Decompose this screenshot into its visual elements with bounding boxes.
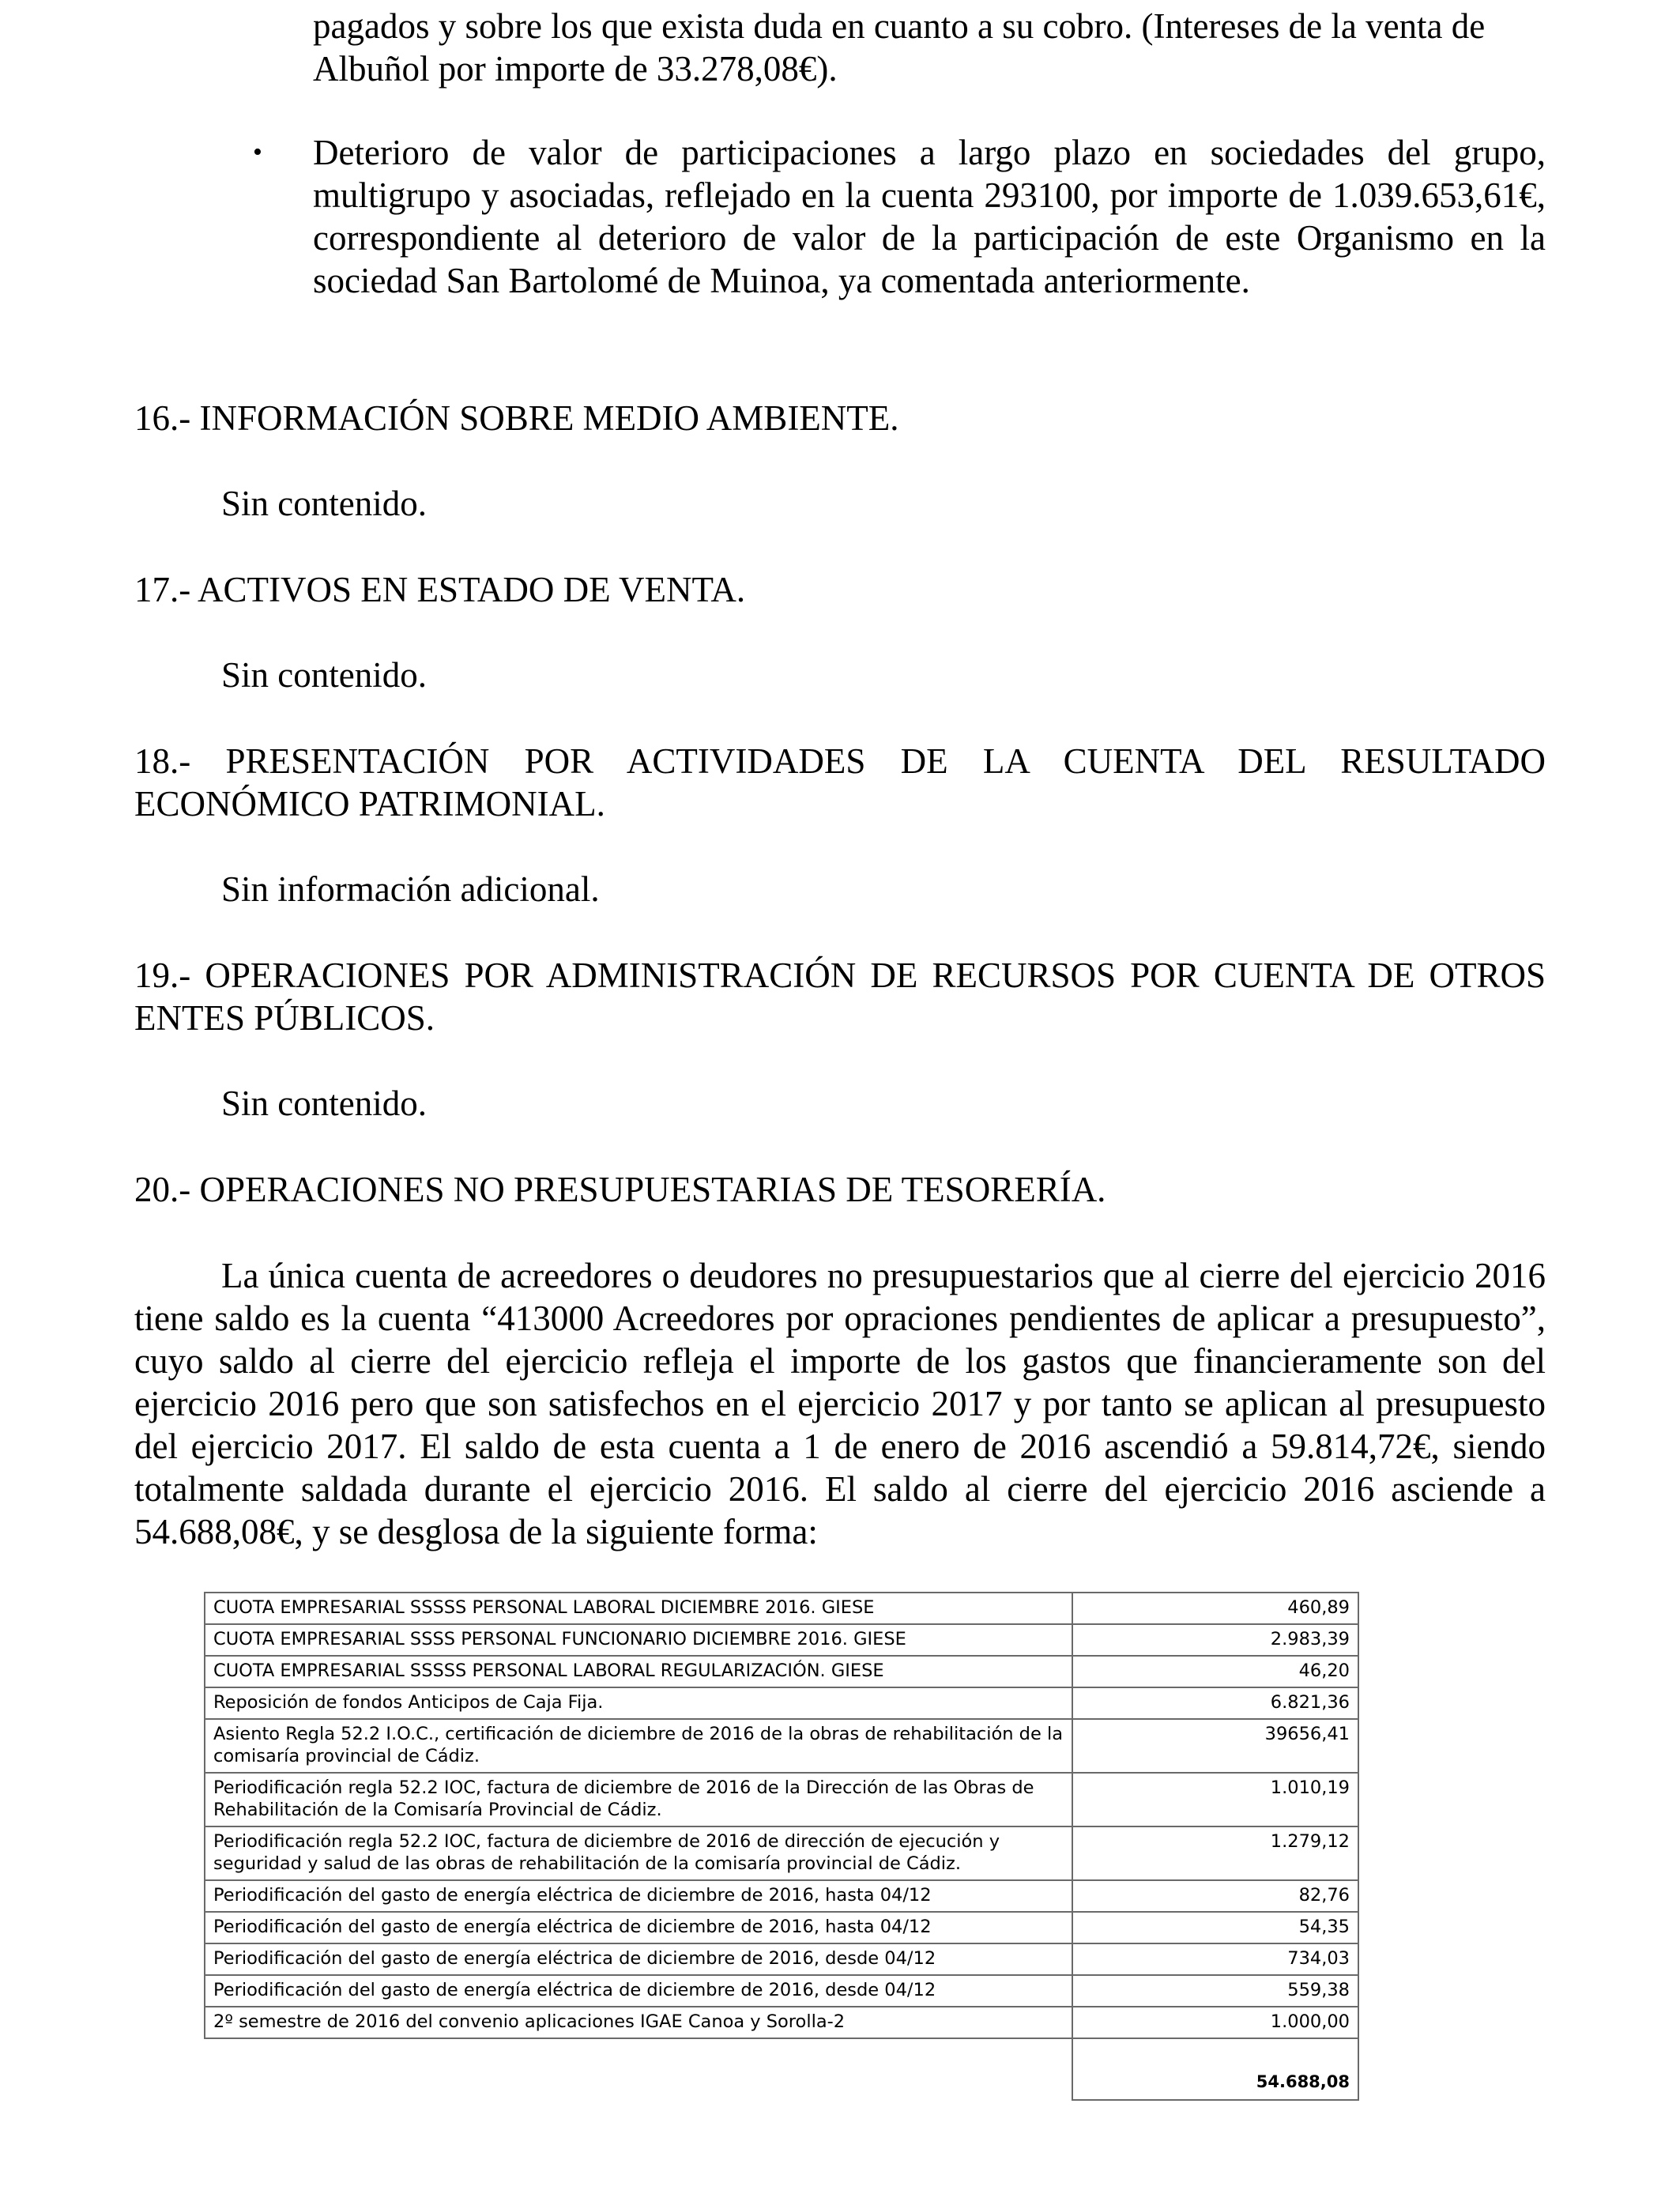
row-amount: 734,03: [1072, 1943, 1358, 1975]
table-row: [205, 1943, 1358, 1975]
bullet-icon: •: [253, 138, 262, 167]
total-row: [205, 2038, 1358, 2100]
row-description: Periodificación del gasto de energía eléctrica de diciembre de 2016, desde 04/12: [205, 1975, 1072, 2007]
row-amount: 559,38: [1072, 1975, 1358, 2007]
section-17-heading: 17.- ACTIVOS EN ESTADO DE VENTA.: [134, 570, 746, 609]
table-row: [205, 1880, 1358, 1912]
bullet-text: Deterioro de valor de participaciones a largo plazo en sociedades del grupo, multigrupo y asociadas, reflejado en la cuenta 293100, por importe de 1.039.653,61€, correspondiente al deterioro de valor de la participación de este Organismo en la sociedad San Bartolomé de Muinoa, ya comentada anteriormente.: [313, 133, 1546, 300]
table-row: [205, 1912, 1358, 1943]
section-17-body: Sin contenido.: [221, 655, 427, 695]
row-amount: 39656,41: [1072, 1719, 1358, 1773]
row-description: Periodificación del gasto de energía eléctrica de diciembre de 2016, hasta 04/12: [205, 1912, 1072, 1943]
table-row: [205, 2007, 1358, 2038]
row-amount: 46,20: [1072, 1656, 1358, 1687]
section-16-body: Sin contenido.: [221, 484, 427, 523]
table-row: [205, 1719, 1358, 1773]
section-20-heading: 20.- OPERACIONES NO PRESUPUESTARIAS DE TESORERÍA.: [134, 1170, 1106, 1209]
row-description: Asiento Regla 52.2 I.O.C., certificación de diciembre de 2016 de la obras de rehabilitación de la comisaría provincial de Cádiz.: [205, 1719, 1072, 1773]
row-amount: 1.279,12: [1072, 1826, 1358, 1880]
row-amount: 82,76: [1072, 1880, 1358, 1912]
intro-text: [313, 5, 1546, 90]
row-description: CUOTA EMPRESARIAL SSSSS PERSONAL LABORAL REGULARIZACIÓN. GIESE: [205, 1656, 1072, 1687]
creditors-breakdown-table: [204, 1592, 1359, 2101]
total-spacer: [205, 2038, 1072, 2100]
row-amount: 2.983,39: [1072, 1624, 1358, 1656]
intro-line-1: pagados y sobre los que exista duda en cuanto a su cobro. (Intereses de la venta de: [313, 6, 1486, 46]
row-description: CUOTA EMPRESARIAL SSSS PERSONAL FUNCIONARIO DICIEMBRE 2016. GIESE: [205, 1624, 1072, 1656]
row-amount: 54,35: [1072, 1912, 1358, 1943]
row-description: Periodificación del gasto de energía eléctrica de diciembre de 2016, hasta 04/12: [205, 1880, 1072, 1912]
table-row: [205, 1656, 1358, 1687]
table-row: [205, 1624, 1358, 1656]
row-description: Periodificación regla 52.2 IOC, factura de diciembre de 2016 de dirección de ejecución y seguridad y salud de las obras de rehabilitación de la comisaría provincial de Cádiz.: [205, 1826, 1072, 1880]
row-amount: 1.000,00: [1072, 2007, 1358, 2038]
table-row: [205, 1773, 1358, 1826]
table-row: [205, 1826, 1358, 1880]
intro-line-2: Albuñol por importe de 33.278,08€).: [313, 49, 838, 89]
section-19-body: Sin contenido.: [221, 1084, 427, 1123]
section-18-body: Sin información adicional.: [221, 869, 600, 909]
row-amount: 1.010,19: [1072, 1773, 1358, 1826]
row-amount: 460,89: [1072, 1593, 1358, 1624]
row-amount: 6.821,36: [1072, 1687, 1358, 1719]
section-18-heading: 18.- PRESENTACIÓN POR ACTIVIDADES DE LA CUENTA DEL RESULTADO ECONÓMICO PATRIMONIAL.: [134, 741, 1546, 824]
total-amount: 54.688,08: [1072, 2038, 1358, 2100]
section-19-heading: 19.- OPERACIONES POR ADMINISTRACIÓN DE RECURSOS POR CUENTA DE OTROS ENTES PÚBLICOS.: [134, 956, 1546, 1038]
table-row: [205, 1687, 1358, 1719]
row-description: Periodificación del gasto de energía eléctrica de diciembre de 2016, desde 04/12: [205, 1943, 1072, 1975]
section-20-paragraph: La única cuenta de acreedores o deudores no presupuestarios que al cierre del ejercicio 2016 tiene saldo es la cuenta “413000 Acreedores por opraciones pendientes de aplicar a presupuesto”, cuyo saldo al cierre del ejercicio refleja el importe de los gastos que financieramente son del ejercicio 2016 pero que son satisfechos en el ejercicio 2017 y por tanto se aplican al presupuesto del ejercicio 2017. El saldo de esta cuenta a 1 de enero de 2016 ascendió a 59.814,72€, siendo totalmente saldada durante el ejercicio 2016. El saldo al cierre del ejercicio 2016 asciende a 54.688,08€, y se desglosa de la siguiente forma:: [134, 1256, 1546, 1551]
row-description: Reposición de fondos Anticipos de Caja Fija.: [205, 1687, 1072, 1719]
row-description: Periodificación regla 52.2 IOC, factura de diciembre de 2016 de la Dirección de las Obras de Rehabilitación de la Comisaría Provincial de Cádiz.: [205, 1773, 1072, 1826]
section-16-heading: 16.- INFORMACIÓN SOBRE MEDIO AMBIENTE.: [134, 398, 899, 438]
row-description: CUOTA EMPRESARIAL SSSSS PERSONAL LABORAL DICIEMBRE 2016. GIESE: [205, 1593, 1072, 1624]
table-row: [205, 1975, 1358, 2007]
table-row: [205, 1593, 1358, 1624]
row-description: 2º semestre de 2016 del convenio aplicaciones IGAE Canoa y Sorolla-2: [205, 2007, 1072, 2038]
